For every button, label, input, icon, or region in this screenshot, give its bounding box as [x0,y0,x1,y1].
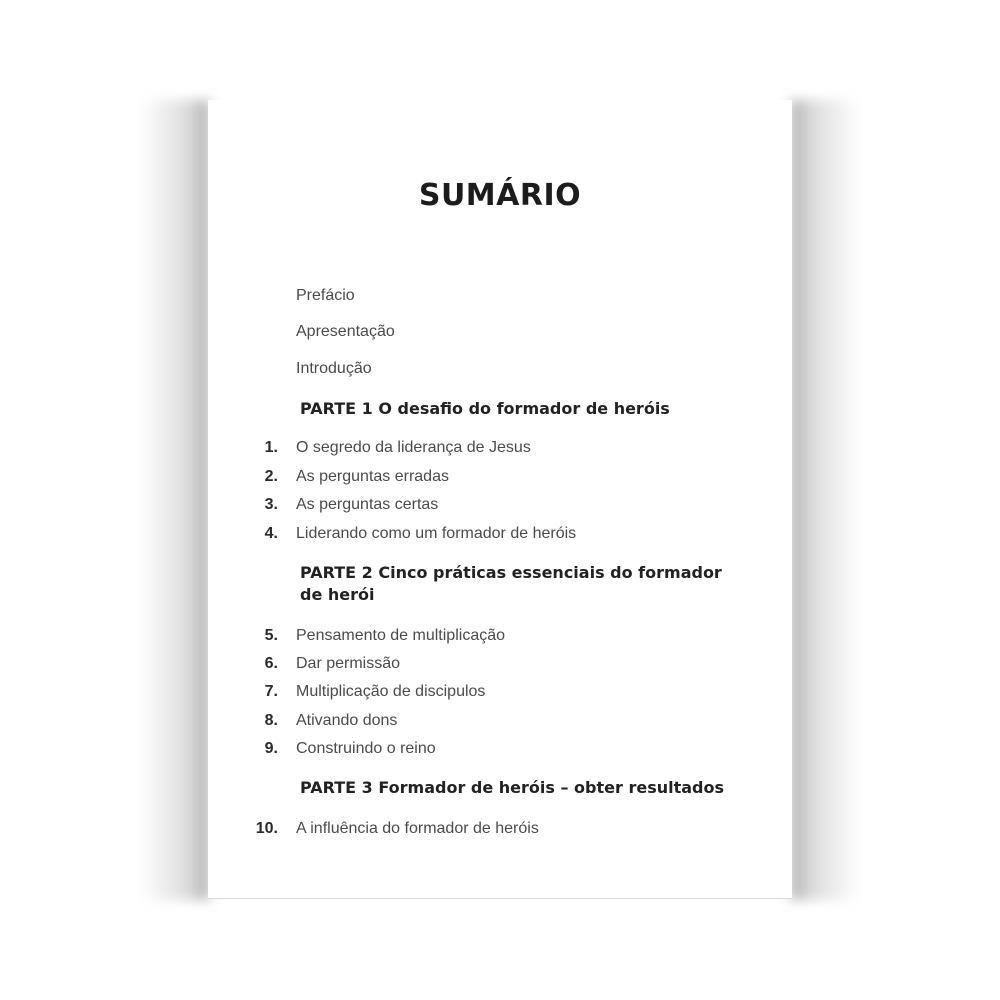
book-page [208,100,792,899]
chapter-number: 1. [264,439,278,456]
chapter-title: As perguntas erradas [296,468,449,485]
toc-chapter-9[interactable] [208,737,792,761]
toc-chapter-10[interactable] [208,817,792,841]
toc-entry-text: Introdução [296,360,372,377]
toc-entry-text: Prefácio [296,287,355,304]
chapter-number: 7. [264,683,278,700]
page-shadow-right [790,100,860,900]
chapter-number: 5. [264,627,278,644]
chapter-number: 4. [264,525,278,542]
toc-chapter-8[interactable] [208,709,792,733]
toc-front-prefacio[interactable] [208,284,792,308]
part-2-heading: PARTE 2 Cinco práticas essenciais do formador de herói [300,563,722,604]
chapter-number: 8. [264,712,278,729]
page-shadow-left [140,100,210,900]
toc-chapter-3[interactable] [208,493,792,517]
toc-front-apresentacao[interactable] [208,320,792,344]
toc-entry-text: Apresentação [296,323,395,340]
chapter-title: Construindo o reino [296,740,436,757]
toc-front-introducao[interactable] [208,357,792,381]
chapter-number: 10. [255,820,278,837]
chapter-title: A influência do formador de heróis [296,820,539,837]
chapter-title: Liderando como um formador de heróis [296,525,577,542]
chapter-title: Pensamento de multiplicação [296,627,506,644]
chapter-title: Dar permissão [296,655,401,672]
chapter-number: 3. [264,496,278,513]
chapter-number: 2. [264,468,278,485]
chapter-title: Multiplicação de discipulos [296,683,486,700]
toc-chapter-6[interactable] [208,652,792,676]
toc-chapter-5[interactable] [208,624,792,648]
toc-chapter-7[interactable] [208,680,792,704]
chapter-number: 6. [264,655,278,672]
chapter-number: 9. [264,740,278,757]
part-1-heading: PARTE 1 O desafio do formador de heróis [300,399,670,418]
toc-chapter-2[interactable] [208,465,792,489]
chapter-title: As perguntas certas [296,496,439,513]
chapter-title: Ativando dons [296,712,398,729]
chapter-title: O segredo da liderança de Jesus [296,439,531,456]
toc-chapter-1[interactable] [208,436,792,460]
part-3-heading: PARTE 3 Formador de heróis – obter resultados [300,778,725,797]
page-title: SUMÁRIO [418,178,582,213]
table-of-contents [208,100,792,898]
toc-chapter-4[interactable] [208,522,792,546]
